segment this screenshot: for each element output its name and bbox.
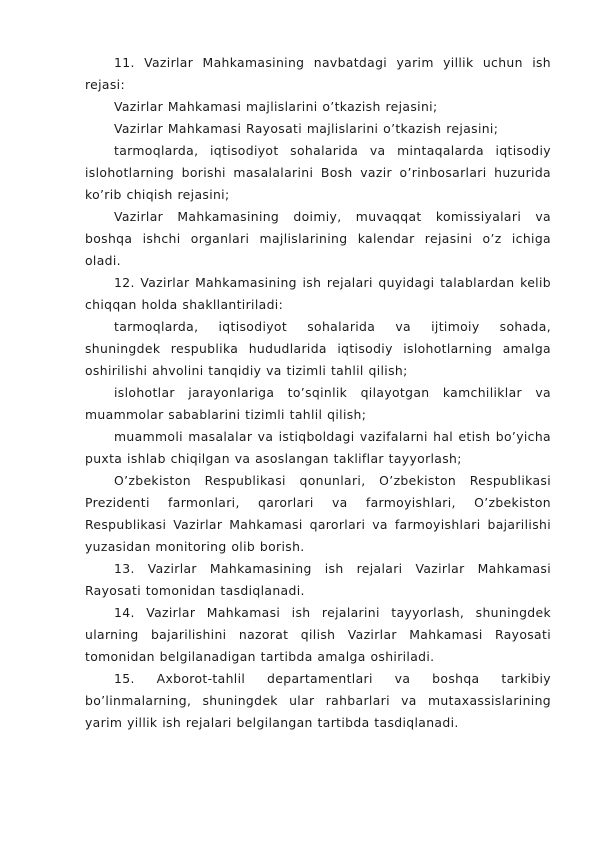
list-item-critical-analysis: tarmoqlarda, iqtisodiyot sohalarida va ijtimoiy sohada, shuningdek respublika hududlarida iqtisodiy islohotlarning amalga oshirilishi ahvolini tanqidiy va tizimli tahlil qilish; bbox=[85, 319, 551, 378]
paragraph-item-14: 14. Vazirlar Mahkamasi ish rejalarini tayyorlash, shuningdek ularning bajarilishini nazorat qilish Vazirlar Mahkamasi Rayosati tomonidan belgilanadigan tartibda amalga oshiriladi. bbox=[85, 605, 551, 664]
paragraph-item-12: 12. Vazirlar Mahkamasining ish rejalari quyidagi talablardan kelib chiqqan holda shakllantiriladi: bbox=[85, 275, 551, 312]
list-item-monitoring: O’zbekiston Respublikasi qonunlari, O’zbekiston Respublikasi Prezidenti farmonlari, qarorlari va farmoyishlari, O’zbekiston Respublikasi Vazirlar Mahkamasi qarorlari va farmoyishlari bajarilishi yuzasidan monitoring olib borish. bbox=[85, 473, 551, 554]
list-item-proposals: muammoli masalalar va istiqboldagi vazifalarni hal etish bo’yicha puxta ishlab chiqilgan va asoslangan takliflar tayyorlash; bbox=[85, 429, 551, 466]
list-item-shortcomings-analysis: islohotlar jarayonlariga to’sqinlik qilayotgan kamchiliklar va muammolar sabablarini tizimli tahlil qilish; bbox=[85, 385, 551, 422]
paragraph-item-13: 13. Vazirlar Mahkamasining ish rejalari Vazirlar Mahkamasi Rayosati tomonidan tasdiqlanadi. bbox=[85, 561, 551, 598]
list-item-cabinet-meetings: Vazirlar Mahkamasi majlislarini o’tkazish rejasini; bbox=[114, 99, 438, 114]
list-item-commissions-calendar: Vazirlar Mahkamasining doimiy, muvaqqat komissiyalari va boshqa ishchi organlari majlislarining kalendar rejasini o’z ichiga oladi. bbox=[85, 209, 551, 268]
list-item-presidium-meetings: Vazirlar Mahkamasi Rayosati majlislarini o’tkazish rejasini; bbox=[114, 121, 499, 136]
paragraph-item-15: 15. Axborot-tahlil departamentlari va boshqa tarkibiy bo’linmalarning, shuningdek ular rahbarlari va mutaxassislarining yarim yillik ish rejalari belgilangan tartibda tasdiqlanadi. bbox=[85, 671, 551, 730]
document-body bbox=[85, 52, 551, 734]
list-item-reforms-review: tarmoqlarda, iqtisodiyot sohalarida va mintaqalarda iqtisodiy islohotlarning borishi masalalarini Bosh vazir o’rinbosarlari huzurida ko’rib chiqish rejasini; bbox=[85, 143, 551, 202]
paragraph-item-11: 11. Vazirlar Mahkamasining navbatdagi yarim yillik uchun ish rejasi: bbox=[85, 55, 551, 92]
